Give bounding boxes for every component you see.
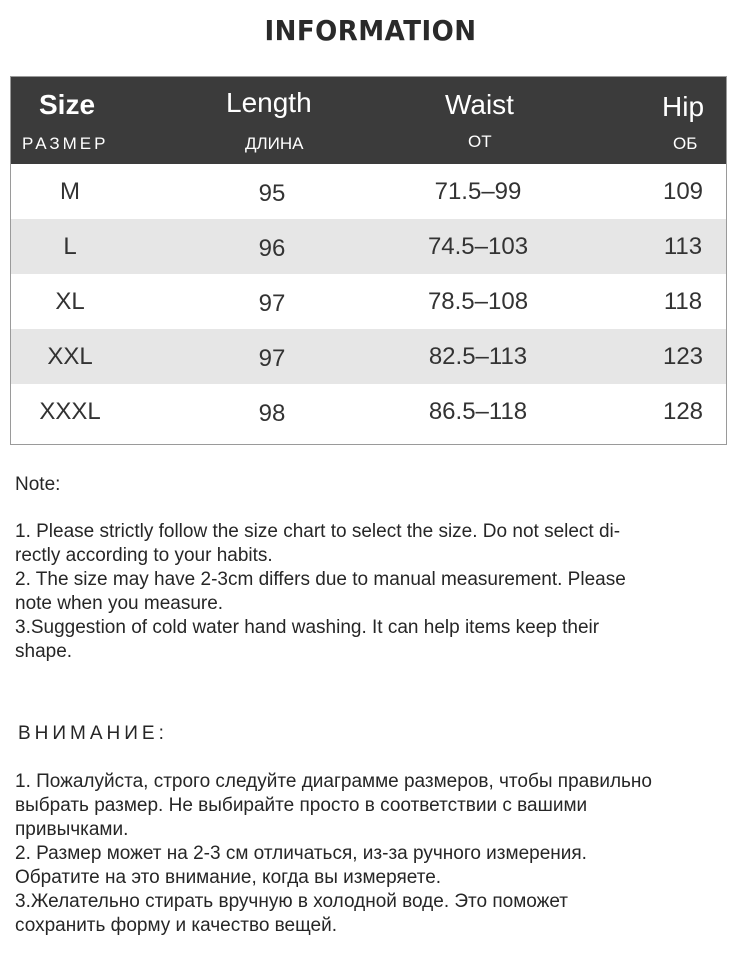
- page-title: INFORMATION: [264, 14, 477, 47]
- length-cell: 95: [258, 180, 286, 207]
- hip-cell: 113: [663, 233, 703, 260]
- note-line: выбрать размер. Не выбирайте просто в соответствии с вашими: [15, 795, 588, 816]
- header-waist-label: Waist: [445, 89, 514, 120]
- table-row: [11, 384, 726, 439]
- waist-cell: 82.5–113: [428, 343, 528, 370]
- header-hip: [631, 77, 726, 164]
- note-line: привычками.: [15, 819, 129, 840]
- note-heading: Note:: [15, 474, 61, 495]
- note-line: 3.Suggestion of cold water hand washing. It can help items keep their: [15, 617, 600, 638]
- table-header: [11, 77, 726, 164]
- header-waist: [411, 77, 551, 164]
- header-size-sublabel: РАЗМЕР: [22, 134, 109, 153]
- note-russian: [15, 770, 715, 938]
- table-body: [11, 164, 726, 439]
- header-length: [201, 77, 371, 164]
- header-hip-label: Hip: [662, 91, 705, 122]
- waist-cell: 71.5–99: [434, 178, 522, 205]
- note-line: rectly according to your habits.: [15, 545, 273, 566]
- note-line: 3.Желательно стирать вручную в холодной воде. Это поможет: [15, 891, 569, 912]
- table-row: [11, 329, 726, 384]
- header-waist-sublabel: ОТ: [468, 132, 492, 151]
- note-line: 1. Please strictly follow the size chart to select the size. Do not select di-: [15, 521, 621, 542]
- waist-cell: 86.5–118: [428, 398, 528, 425]
- header-size: [11, 77, 141, 164]
- note-line: 2. The size may have 2-3cm differs due to manual measurement. Please: [15, 569, 626, 590]
- size-cell: XL: [55, 288, 85, 315]
- table-row: [11, 164, 726, 219]
- hip-cell: 128: [662, 398, 704, 425]
- table-row: [11, 274, 726, 329]
- note-english: [15, 520, 715, 664]
- note-line: note when you measure.: [15, 593, 224, 614]
- size-cell: L: [63, 233, 77, 260]
- size-cell: XXL: [47, 343, 93, 370]
- length-cell: 97: [258, 345, 286, 372]
- note-line: сохранить форму и качество вещей.: [15, 915, 337, 936]
- note-line: 1. Пожалуйста, строго следуйте диаграмме размеров, чтобы правильно: [15, 771, 652, 792]
- length-cell: 97: [258, 290, 286, 317]
- header-hip-sublabel: ОБ: [673, 134, 698, 153]
- table-row: [11, 219, 726, 274]
- hip-cell: 123: [662, 343, 704, 370]
- waist-cell: 74.5–103: [427, 233, 529, 260]
- size-cell: M: [60, 178, 80, 205]
- note-line: 2. Размер может на 2-3 см отличаться, из-за ручного измерения.: [15, 843, 587, 864]
- waist-cell: 78.5–108: [427, 288, 529, 315]
- size-table: [10, 76, 727, 445]
- note-line: Обратите на это внимание, когда вы измеряете.: [15, 867, 442, 888]
- note-line: shape.: [15, 641, 73, 662]
- length-cell: 98: [258, 400, 286, 427]
- hip-cell: 118: [663, 288, 703, 315]
- header-length-sublabel: ДЛИНА: [245, 134, 304, 153]
- length-cell: 96: [258, 235, 286, 262]
- header-size-label: Size: [39, 89, 96, 120]
- hip-cell: 109: [662, 178, 704, 205]
- size-cell: XXXL: [39, 398, 101, 425]
- note-ru-heading: ВНИМАНИЕ:: [18, 723, 168, 744]
- header-length-label: Length: [226, 87, 312, 118]
